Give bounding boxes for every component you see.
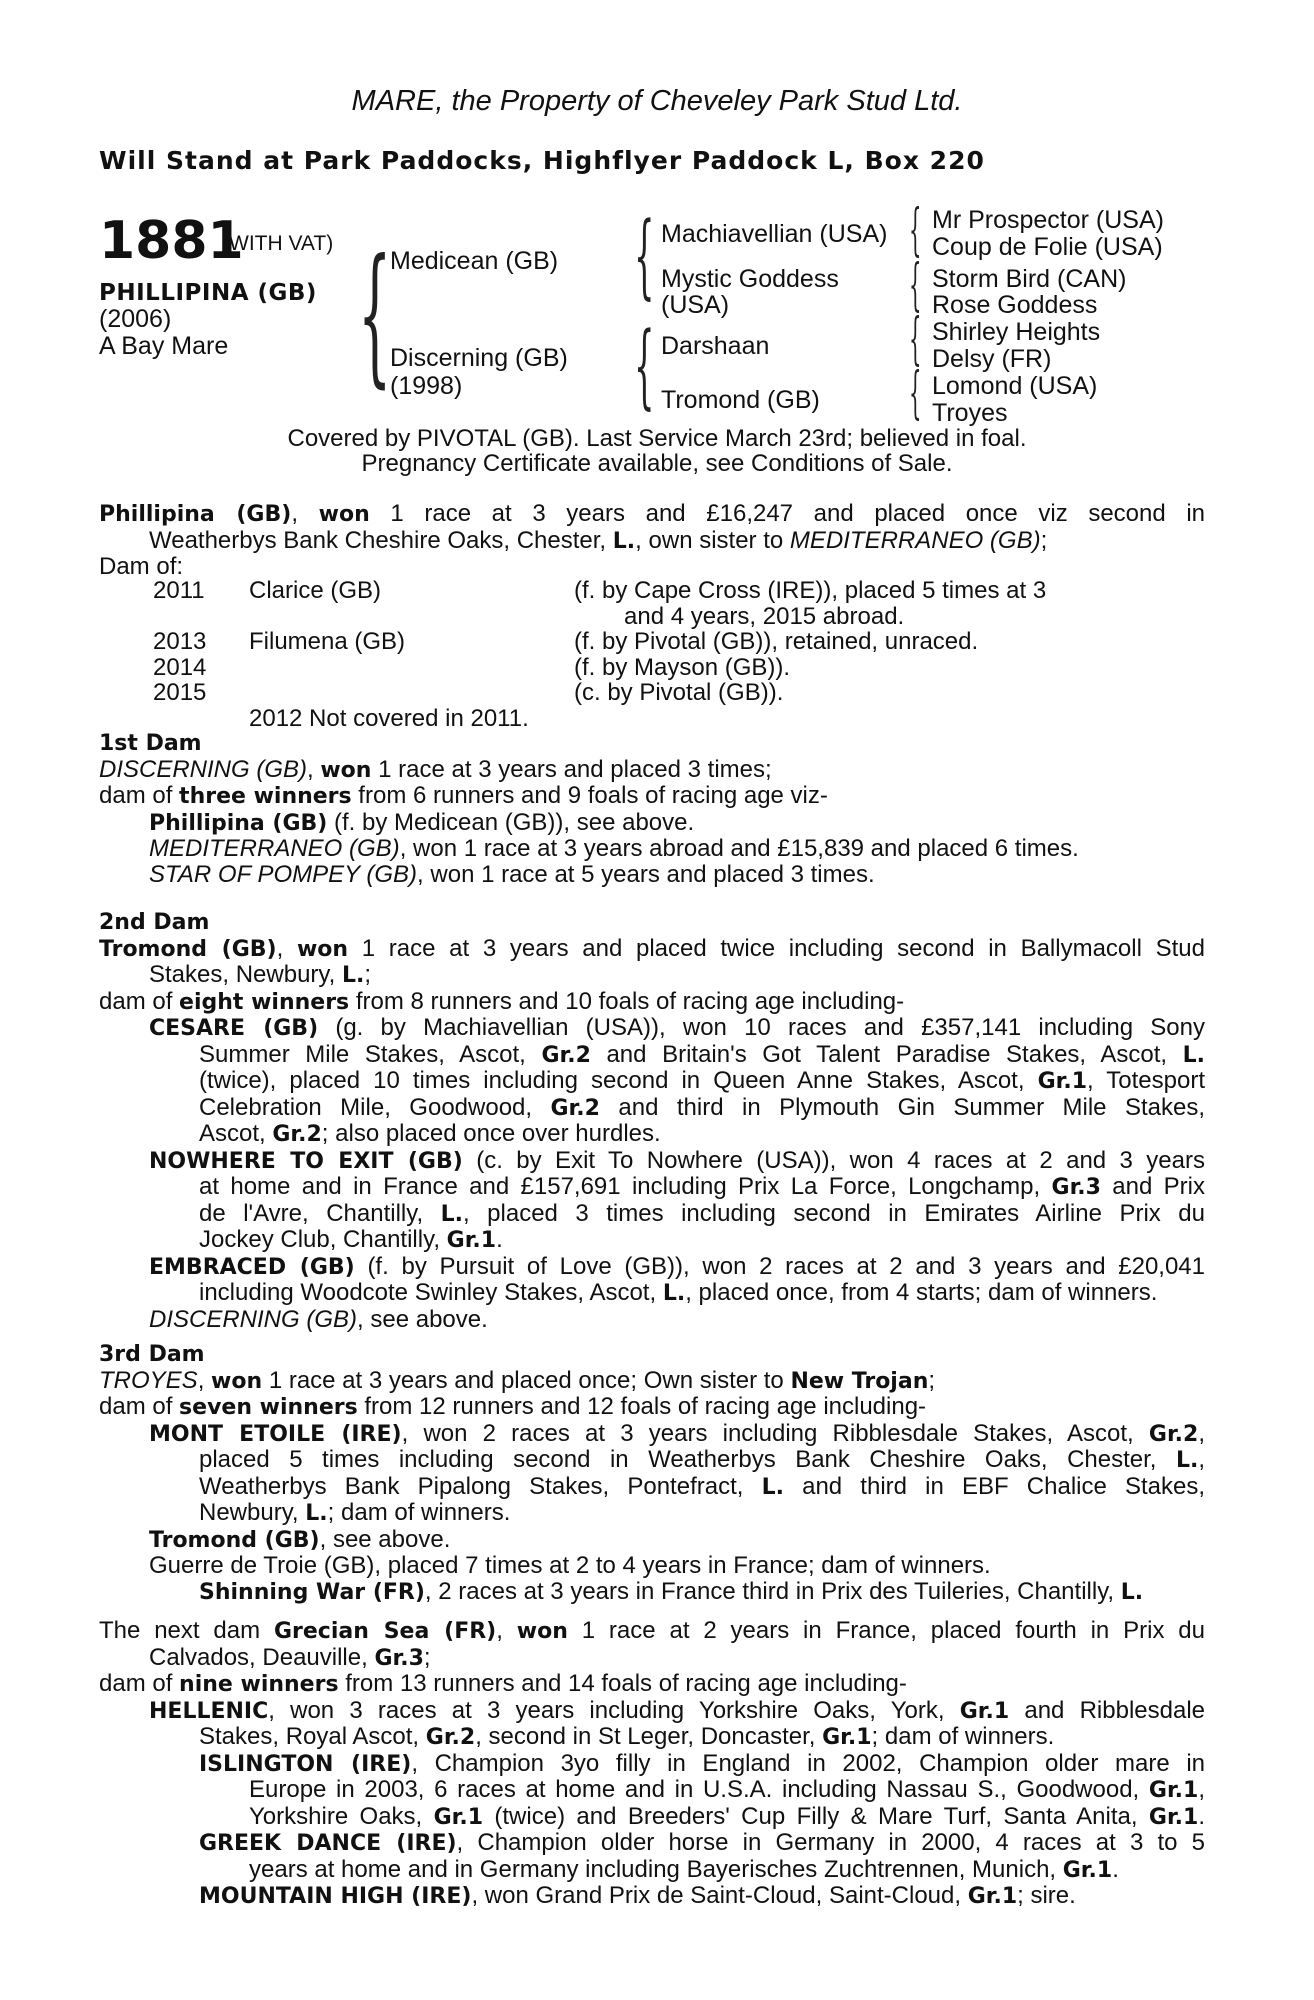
brace-g2: { xyxy=(909,253,922,318)
pedigree-g1: Mr Prospector (USA) xyxy=(932,206,1164,234)
pedigree-dam-year: (1998) xyxy=(390,372,463,400)
pedigree-g4: Rose Goddess xyxy=(932,291,1098,319)
pedigree-g7: Lomond (USA) xyxy=(932,372,1098,400)
second-dam-section: 2nd Dam Tromond (GB), won 1 race at 3 years and placed twice including second in Ballymacoll Stud Stakes, Newbury, L.; dam of eight winners from 8 runners and 10 foals of racing age including- CESARE (GB) (g. by Machiavellian (USA)), won 10 races and £357,141 including Sony Summer Mile Stakes, Ascot, Gr.2 and Britain's Got Talent Paradise Stakes, Ascot, L. (twice), placed 10 times including second in Queen Anne Stakes, Ascot, Gr.1, Totesport Celebration Mile, Goodwood, Gr.2 and third in Plymouth Gin Summer Mile Stakes, Ascot, Gr.2; also placed once over hurdles. NOWHERE TO EXIT (GB) (c. by Exit To Nowhere (USA)), won 4 races at 2 and 3 years at home and in France and £157,691 including Prix La Force, Longchamp, Gr.3 and Prix de l'Avre, Chantilly, L., placed 3 times including second in Emirates Airline Prix du Jockey Club, Chantilly, Gr.1. EMBRACED (GB) (f. by Pursuit of Love (GB)), won 2 races at 2 and 3 years and £20,041 including Woodcote Swinley Stakes, Ascot, L., placed once, from 4 starts; dam of winners. DISCERNING (GB), see above. xyxy=(99,910,1206,1333)
horse-desc: A Bay Mare xyxy=(99,332,229,360)
horse-year: (2006) xyxy=(99,305,172,333)
brace-dam-line: { xyxy=(634,312,655,419)
pedigree-g3: Storm Bird (CAN) xyxy=(932,265,1127,293)
brace-sire-line: { xyxy=(634,202,655,309)
pedigree-sire-dam-1: Mystic Goddess xyxy=(661,265,839,293)
brace-g3: { xyxy=(909,307,922,372)
pedigree-sire-sire: Machiavellian (USA) xyxy=(661,220,888,248)
page-title: MARE, the Property of Cheveley Park Stud Ltd. xyxy=(351,85,963,117)
pedigree-dam-sire: Darshaan xyxy=(661,332,770,360)
intro-paragraph: Phillipina (GB), won 1 race at 3 years and £16,247 and placed once viz second in Weatherbys Bank Cheshire Oaks, Chester, L., own sister to MEDITERRANEO (GB); Dam of: xyxy=(99,500,1206,580)
pedigree-g5: Shirley Heights xyxy=(932,318,1101,346)
third-dam-section: 3rd Dam TROYES, won 1 race at 3 years and placed once; Own sister to New Trojan; dam of seven winners from 12 runners and 12 foals of racing age including- MONT ETOILE (IRE), won 2 races at 3 years including Ribblesdale Stakes, Ascot, Gr.2, placed 5 times including second in Weatherbys Bank Cheshire Oaks, Chester, L., Weatherbys Bank Pipalong Stakes, Pontefract, L. and third in EBF Chalice Stakes, Newbury, L.; dam of winners. Tromond (GB), see above. Guerre de Troie (GB), placed 7 times at 2 to 4 years in France; dam of winners. Shinning War (FR), 2 races at 3 years in France third in Prix des Tuileries, Chantilly, L. xyxy=(99,1342,1206,1605)
pedigree-g2: Coup de Folie (USA) xyxy=(932,233,1163,261)
covered-line-1: Covered by PIVOTAL (GB). Last Service March 23rd; believed in foal. xyxy=(287,425,1027,452)
pedigree-sire-dam-2: (USA) xyxy=(661,291,730,319)
lot-vat: (WITH VAT) xyxy=(222,232,334,255)
next-dam-section: The next dam Grecian Sea (FR), won 1 race at 2 years in France, placed fourth in Prix du Calvados, Deauville, Gr.3; dam of nine winners from 13 runners and 14 foals of racing age including- HELLENIC, won 3 races at 3 years including Yorkshire Oaks, York, Gr.1 and Ribblesdale Stakes, Royal Ascot, Gr.2, second in St Leger, Doncaster, Gr.1; dam of winners. ISLINGTON (IRE), Champion 3yo filly in England in 2002, Champion older mare in Europe in 2003, 6 races at home and in U.S.A. including Nassau S., Goodwood, Gr.1, Yorkshire Oaks, Gr.1 (twice) and Breeders' Cup Filly & Mare Turf, Santa Anita, Gr.1. GREEK DANCE (IRE), Champion older horse in Germany in 2000, 4 races at 3 to 5 years at home and in Germany including Bayerisches Zuchtrennen, Munich, Gr.1. MOUNTAIN HIGH (IRE), won Grand Prix de Saint-Cloud, Saint-Cloud, Gr.1; sire. xyxy=(99,1617,1206,1909)
pedigree-g8: Troyes xyxy=(932,399,1008,427)
pedigree-g6: Delsy (FR) xyxy=(932,345,1052,373)
pedigree-dam-dam: Tromond (GB) xyxy=(661,386,820,414)
pedigree-dam: Discerning (GB) xyxy=(390,344,568,372)
first-dam-section: 1st Dam DISCERNING (GB), won 1 race at 3 years and placed 3 times; dam of three winners from 6 runners and 9 foals of racing age viz- Phillipina (GB) (f. by Medicean (GB)), see above. MEDITERRANEO (GB), won 1 race at 3 years abroad and £15,839 and placed 6 times. STAR OF POMPEY (GB), won 1 race at 5 years and placed 3 times. xyxy=(99,731,1079,888)
covered-line-2: Pregnancy Certificate available, see Conditions of Sale. xyxy=(361,450,953,477)
horse-name: PHILLIPINA (GB) xyxy=(99,280,317,306)
pedigree-sire: Medicean (GB) xyxy=(390,247,559,275)
brace-sire-dam: { xyxy=(358,228,392,402)
lot-number: 1881 xyxy=(99,211,244,271)
brace-g1: { xyxy=(909,198,922,263)
page-subtitle: Will Stand at Park Paddocks, Highflyer Paddock L, Box 220 xyxy=(99,146,985,175)
brace-g4: { xyxy=(909,361,922,426)
